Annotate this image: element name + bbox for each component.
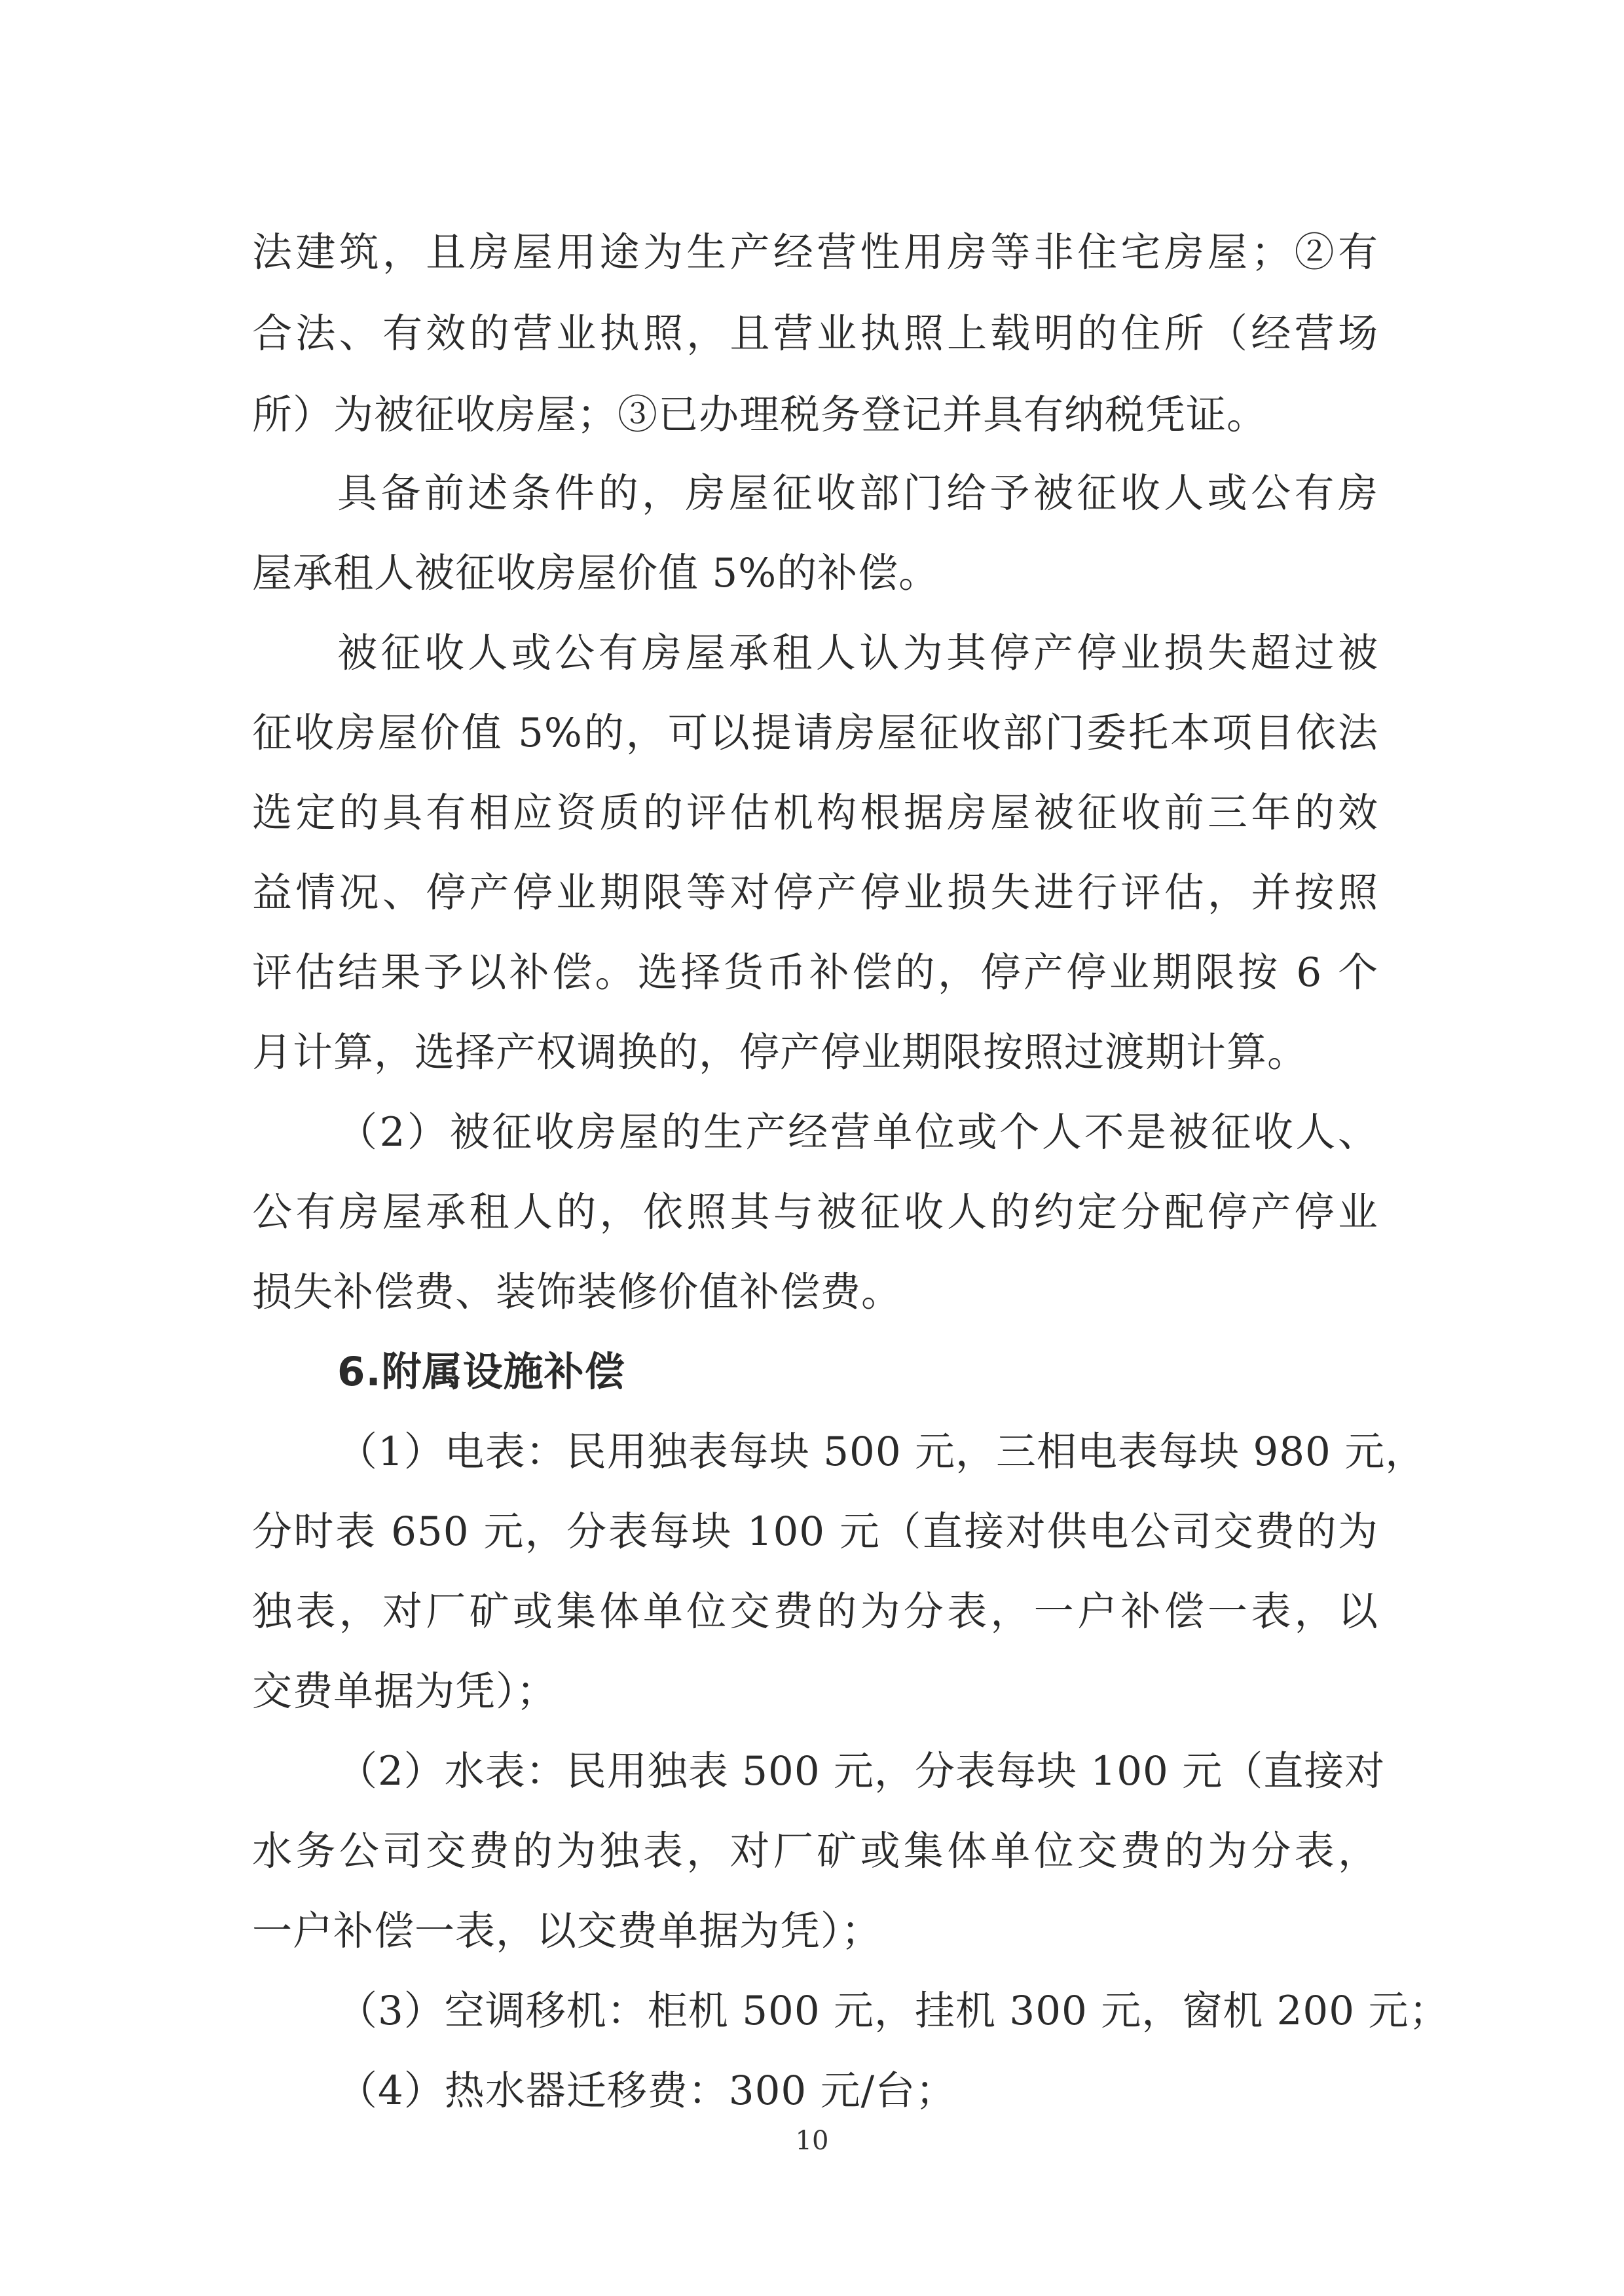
body-text-line: 公有房屋承租人的，依照其与被征收人的约定分配停产停业 (252, 1189, 1378, 1235)
paragraph-first-line: 被征收人或公有房屋承租人认为其停产停业损失超过被 (337, 630, 1378, 676)
body-text-line: 征收房屋价值 5%的，可以提请房屋征收部门委托本项目依法 (252, 710, 1378, 756)
body-text-line: 选定的具有相应资质的评估机构根据房屋被征收前三年的效 (252, 790, 1378, 836)
section-heading: 6.附属设施补偿 (337, 1349, 625, 1395)
list-item-line: （4）热水器迁移费：300 元/台； (337, 2068, 957, 2114)
body-text-line: 屋承租人被征收房屋价值 5%的补偿。 (252, 550, 940, 596)
list-item-line: （2）水表：民用独表 500 元，分表每块 100 元（直接对 (337, 1748, 1386, 1795)
body-text-line: 益情况、停产停业期限等对停产停业损失进行评估，并按照 (252, 869, 1378, 916)
body-text-line: 一户补偿一表，以交费单据为凭）； (252, 1908, 882, 1954)
body-text-line: 合法、有效的营业执照，且营业执照上载明的住所（经营场 (252, 310, 1378, 357)
body-text-line: 月计算，选择产权调换的，停产停业期限按照过渡期计算。 (252, 1029, 1308, 1076)
paragraph-first-line: 具备前述条件的，房屋征收部门给予被征收人或公有房 (337, 470, 1378, 517)
body-text-line: 损失补偿费、装饰装修价值补偿费。 (252, 1269, 902, 1315)
list-item-line: （3）空调移机：柜机 500 元，挂机 300 元，窗机 200 元； (337, 1988, 1450, 2034)
body-text-line: 分时表 650 元，分表每块 100 元（直接对供电公司交费的为 (252, 1508, 1378, 1555)
page-number: 10 (795, 2126, 829, 2156)
body-text-line: 水务公司交费的为独表，对厂矿或集体单位交费的为分表， (252, 1828, 1378, 1874)
list-item-line: （1）电表：民用独表每块 500 元，三相电表每块 980 元， (337, 1429, 1426, 1475)
body-text-line: 所）为被征收房屋；③已办理税务登记并具有纳税凭证。 (252, 392, 1268, 438)
body-text-line: 评估结果予以补偿。选择货币补偿的，停产停业期限按 6 个 (252, 949, 1378, 996)
body-text-line: 独表，对厂矿或集体单位交费的为分表，一户补偿一表，以 (252, 1588, 1378, 1635)
body-text-line: 法建筑，且房屋用途为生产经营性用房等非住宅房屋；②有 (252, 229, 1378, 276)
body-text-line: 交费单据为凭）； (252, 1668, 557, 1715)
list-item-line: （2）被征收房屋的生产经营单位或个人不是被征收人、 (337, 1109, 1378, 1156)
